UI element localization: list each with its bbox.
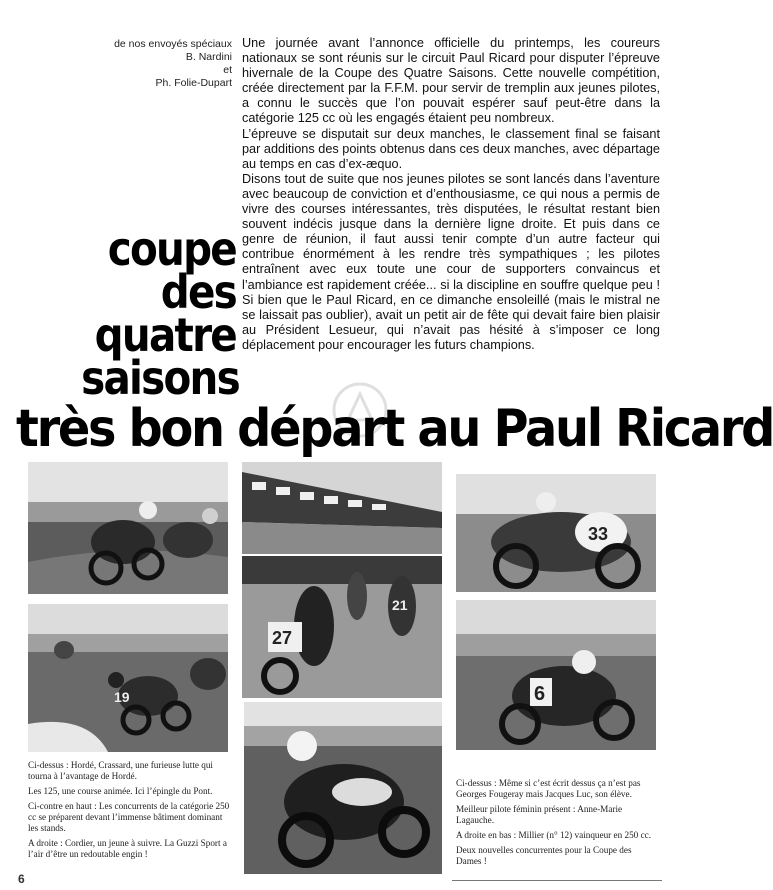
- photo-horde-crassard: [28, 462, 228, 594]
- caption-text: A droite : Cordier, un jeune à suivre. La Guzzi Sport a l’air d’être un redoutable engin !: [28, 838, 227, 859]
- caption-text: Meilleur pilote féminin présent : Anne-Marie Lagauche.: [456, 804, 623, 825]
- footer-rule: [452, 880, 662, 881]
- photo-250-start: [242, 556, 442, 698]
- caption-text: A droite en bas : Millier (n° 12) vainqueur en 250 cc.: [456, 830, 652, 840]
- photo-anne-marie: [456, 600, 656, 750]
- race-number: 27: [272, 628, 293, 648]
- race-number: 21: [392, 597, 408, 613]
- caption-text: Ci-contre en haut : Les concurrents de la catégorie 250 cc se préparent devant l’immense bâtiment dominant les stands.: [28, 801, 230, 833]
- intro-paragraph: L’épreuve se disputait sur deux manches, le classement final se faisant par additions des points obtenus dans ces deux manches, avec départage au temps en cas d’ex-æquo.: [242, 126, 660, 171]
- headline: très bon départ au Paul Ricard: [16, 399, 773, 459]
- intro-text: [242, 36, 660, 353]
- caption-text: Ci-dessus : Hordé, Crassard, une furieuse lutte qui tourna à l’avantage de Hordé.: [28, 760, 213, 781]
- title-line: des: [160, 265, 236, 319]
- credit-line: Ph. Folie-Dupart: [155, 77, 232, 89]
- caption-text: Deux nouvelles concurrentes pour la Coupe des Dames !: [456, 845, 632, 866]
- caption-text: Les 125, une course animée. Ici l’épingle du Pont.: [28, 786, 213, 796]
- photo-cordier-guzzi: [244, 702, 442, 874]
- intro-paragraph: Disons tout de suite que nos jeunes pilotes se sont lancés dans l’aventure avec beaucoup de conviction et d’enthousiasme, ce qui nous a permis de vivre des courses intéressantes, très disputées, le résultat restant bien souvent indécis jusque dans la dernière ligne droite. Et puis dans ce genre de réunion, il faut aussi tenir compte d’un autre facteur qui contribue énormément à les rendre très sympathiques ; les pilotes entraînent avec eux toute une cour de supporters convaincus et l’ambiance est rapidement créée... si la discipline en souffre quelque peu ! Si bien que le Paul Ricard, en ce dimanche ensoleillé (mais le mistral ne se laissait pas oublier), avait un petit air de fête qui devait faire bien plaisir au Président Lesueur, qui n’avait pas hésité à s’imposer ce long déplacement pour encourager les futurs champions.: [242, 171, 660, 352]
- caption-text: Ci-dessus : Même si c’est écrit dessus ça n’est pas Georges Fougeray mais Jacques Luc, son élève.: [456, 778, 641, 799]
- author-credits: [20, 38, 232, 90]
- credit-line: B. Nardini: [185, 51, 232, 63]
- title-line: coupe: [107, 222, 236, 276]
- title-line: saisons: [81, 351, 239, 405]
- race-number: 33: [588, 524, 609, 544]
- credit-line: et: [223, 64, 232, 76]
- intro-paragraph: Une journée avant l’annonce officielle du printemps, les coureurs nationaux se sont réunis sur le circuit Paul Ricard pour disputer l’épreuve hivernale de la Coupe des Quatre Saisons. Cette nouvelle compétition, créée directement par la F.F.M. pour servir de tremplin aux jeunes pilotes, a connu le succès que l’on pouvait espérer sauf peut-être dans la catégorie 125 cc où les engagés étaient peu nombreux.: [242, 36, 660, 126]
- race-number: 19: [114, 689, 130, 705]
- credit-line: de nos envoyés spéciaux: [114, 38, 232, 50]
- article-title: [81, 222, 239, 405]
- caption-right: [456, 778, 658, 871]
- photo-pit-building: [242, 462, 442, 554]
- photo-fougeray-33: [456, 474, 656, 592]
- photo-125-race: [28, 604, 228, 752]
- title-line: quatre: [94, 308, 237, 362]
- caption-left: [28, 760, 230, 864]
- race-number: 6: [534, 683, 546, 705]
- page-number: 6: [18, 872, 25, 886]
